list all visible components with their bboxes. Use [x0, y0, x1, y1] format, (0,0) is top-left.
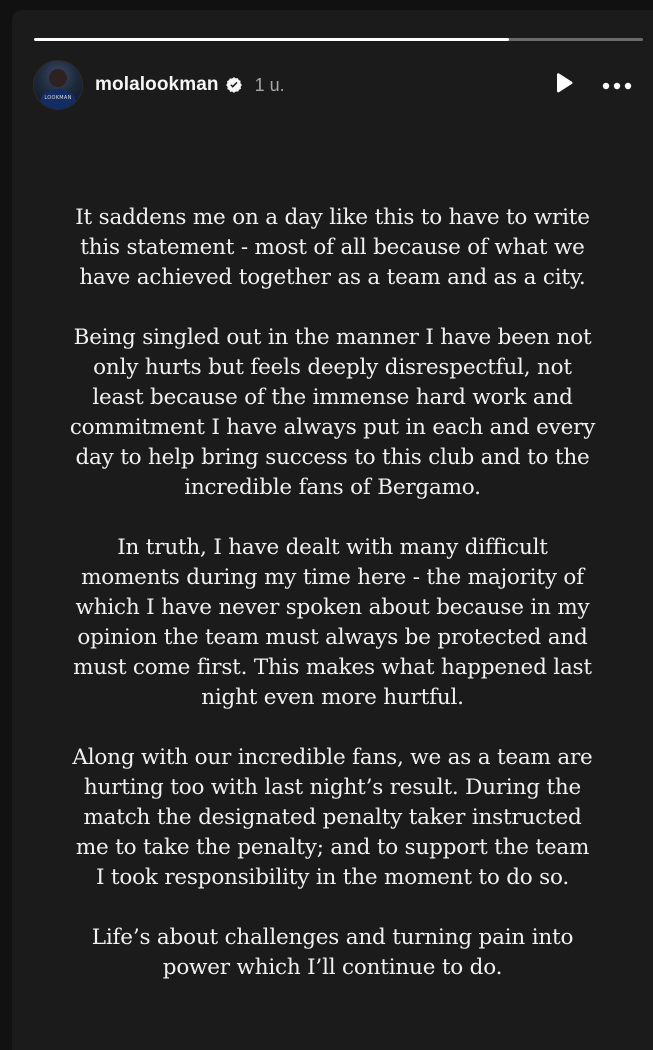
story-paragraph: In truth, I have dealt with many difficult moments during my time here - the majority of which I have never spoken about because in my opinion the team must always be protected and must come first. This makes what happened last night even more hurtful. [73, 535, 592, 710]
verified-badge-icon [225, 76, 243, 94]
story-paragraph: Along with our incredible fans, we as a team are hurting too with last night’s result. During the match the designated penalty taker instructed me to take the penalty; and to support the team I took responsibility in the moment to do so. [72, 745, 593, 890]
play-button[interactable] [547, 69, 579, 101]
story-frame[interactable] [12, 10, 653, 1050]
story-header [33, 60, 633, 110]
play-icon [551, 71, 575, 99]
story-time: 1 u. [254, 74, 285, 95]
story-paragraph: It saddens me on a day like this to have to write this statement - most of all because of what we have achieved together as a team and as a city. [75, 205, 590, 290]
avatar-head [49, 69, 67, 87]
story-paragraph: Being singled out in the manner I have been not only hurts but feels deeply disrespectful, not least because of the immense hard work and commitment I have always put in each and every day to help bring success to this club and to the incredible fans of Bergamo. [69, 325, 596, 500]
avatar[interactable] [33, 60, 83, 110]
story-progress-bar [34, 38, 643, 41]
story-text-block [56, 203, 609, 1013]
more-icon [602, 76, 632, 95]
avatar-text: LOOKMAN [44, 95, 72, 101]
story-progress-fill [34, 38, 509, 41]
username[interactable]: molalookman [95, 74, 219, 95]
more-options-button[interactable] [601, 69, 633, 101]
story-paragraph: Life’s about challenges and turning pain into power which I’ll continue to do. [91, 925, 574, 980]
